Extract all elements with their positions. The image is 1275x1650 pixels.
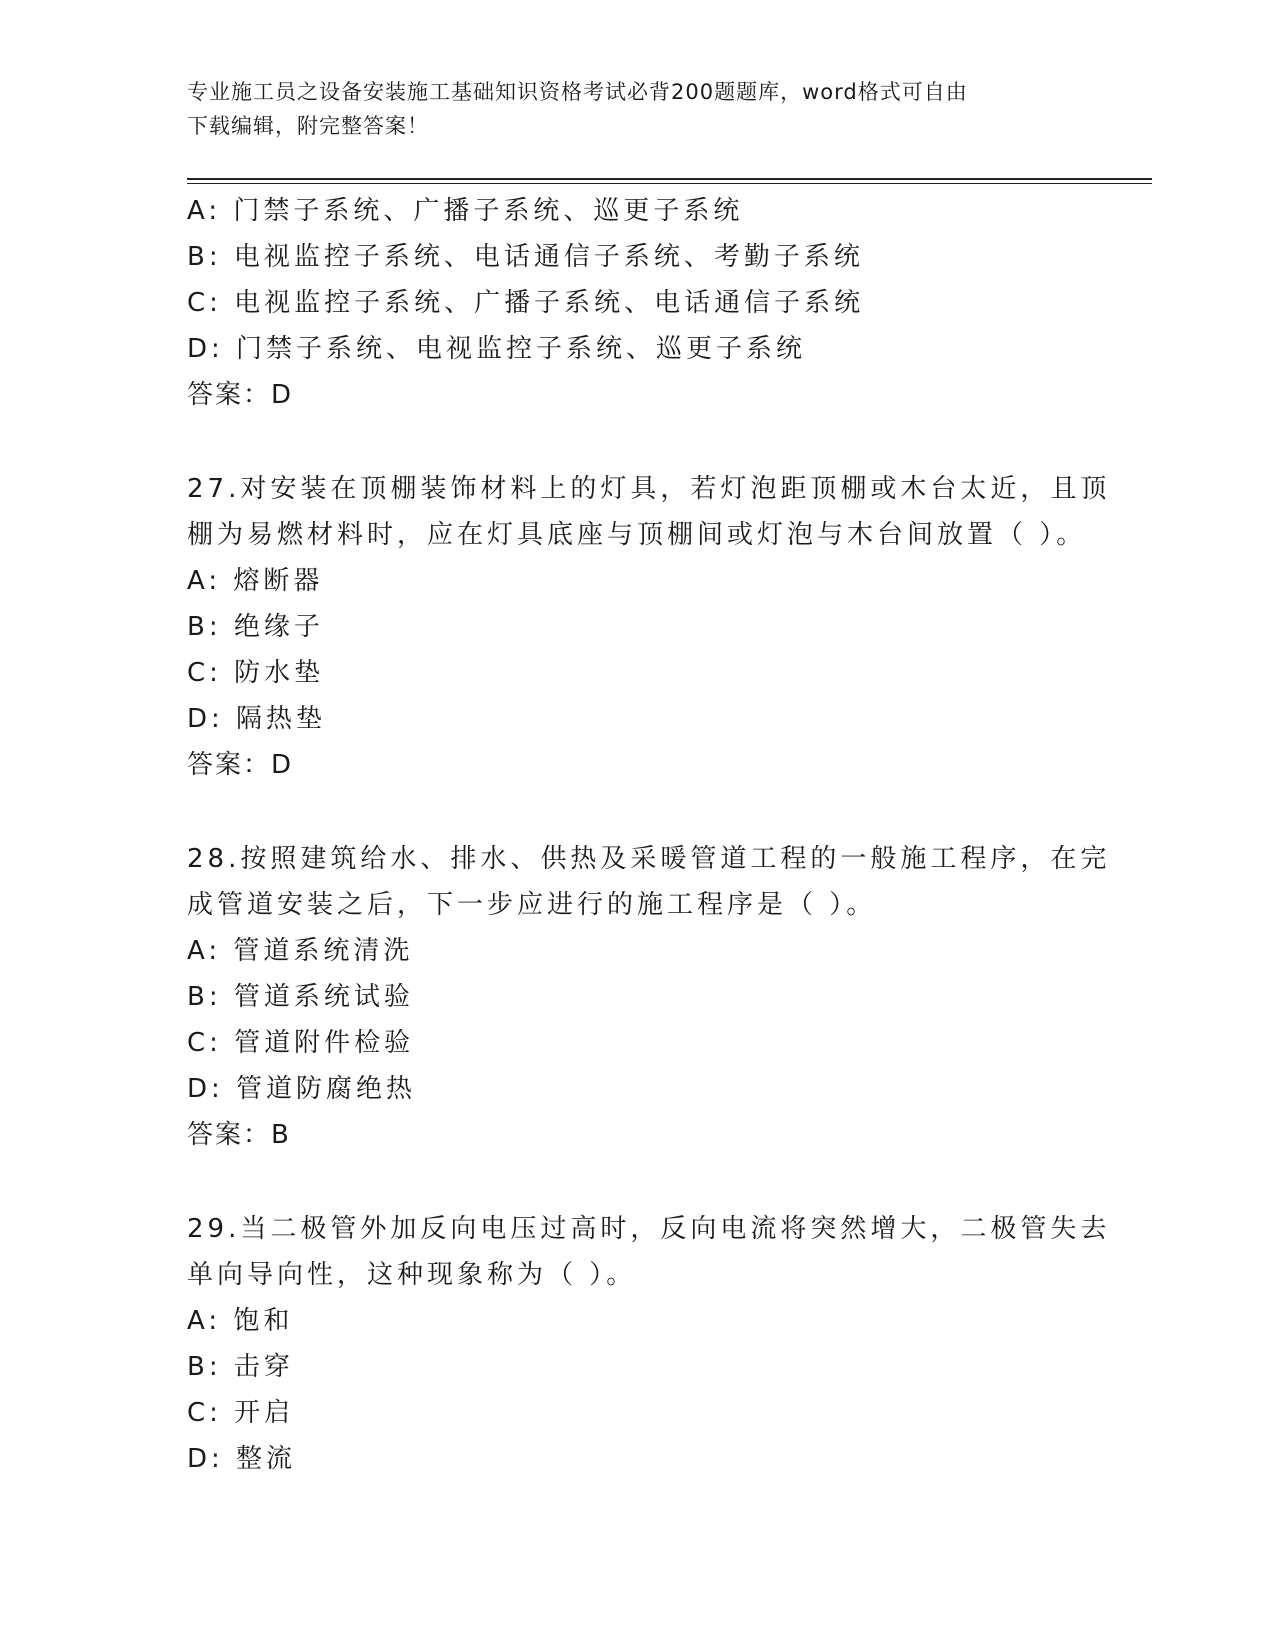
option-d: D: 管道防腐绝热: [187, 1074, 417, 1104]
spacer: [187, 788, 1087, 836]
option-a: A: 饱和: [187, 1306, 294, 1336]
question-stem-line-2: 棚为易燃材料时，应在灯具底座与顶棚间或灯泡与木台间放置（ ）。: [187, 520, 1087, 550]
question-stem-line-2: 单向导向性，这种现象称为（ ）。: [187, 1260, 637, 1290]
option-d: D: 整流: [187, 1444, 297, 1474]
option-a: A: 熔断器: [187, 566, 324, 596]
option-a: A: 管道系统清洗: [187, 936, 414, 966]
question-26-continued: [187, 188, 1087, 418]
option-d: D: 门禁子系统、电视监控子系统、巡更子系统: [187, 334, 807, 364]
option-b: B: 绝缘子: [187, 612, 324, 642]
option-b: B: 击穿: [187, 1352, 294, 1382]
question-stem-line-2: 成管道安装之后，下一步应进行的施工程序是（ ）。: [187, 890, 877, 920]
answer: 答案：B: [187, 1120, 291, 1150]
option-a: A: 门禁子系统、广播子系统、巡更子系统: [187, 196, 744, 226]
header-line-1: 专业施工员之设备安装施工基础知识资格考试必背200题题库，word格式可自由: [187, 80, 968, 104]
answer: 答案：D: [187, 750, 294, 780]
header-divider-thin: [187, 183, 1152, 184]
question-stem-line-1: 27.对安装在顶棚装饰材料上的灯具，若灯泡距顶棚或木台太近，且顶: [187, 474, 1111, 504]
document-header: [187, 75, 1087, 143]
option-b: B: 电视监控子系统、电话通信子系统、考勤子系统: [187, 242, 864, 272]
header-line-2: 下载编辑，附完整答案！: [187, 114, 429, 138]
answer: 答案：D: [187, 380, 294, 410]
option-c: C: 防水垫: [187, 658, 325, 688]
question-29: [187, 1206, 1111, 1482]
question-27: [187, 466, 1111, 788]
spacer: [187, 1158, 1087, 1206]
option-d: D: 隔热垫: [187, 704, 327, 734]
question-stem-line-1: 28.按照建筑给水、排水、供热及采暖管道工程的一般施工程序，在完: [187, 844, 1111, 874]
question-list: [187, 188, 1111, 1482]
header-divider-thick: [187, 178, 1152, 180]
spacer: [187, 418, 1087, 466]
option-c: C: 管道附件检验: [187, 1028, 415, 1058]
option-c: C: 开启: [187, 1398, 295, 1428]
question-stem-line-1: 29.当二极管外加反向电压过高时，反向电流将突然增大，二极管失去: [187, 1214, 1111, 1244]
option-c: C: 电视监控子系统、广播子系统、电话通信子系统: [187, 288, 865, 318]
option-b: B: 管道系统试验: [187, 982, 414, 1012]
question-28: [187, 836, 1111, 1158]
